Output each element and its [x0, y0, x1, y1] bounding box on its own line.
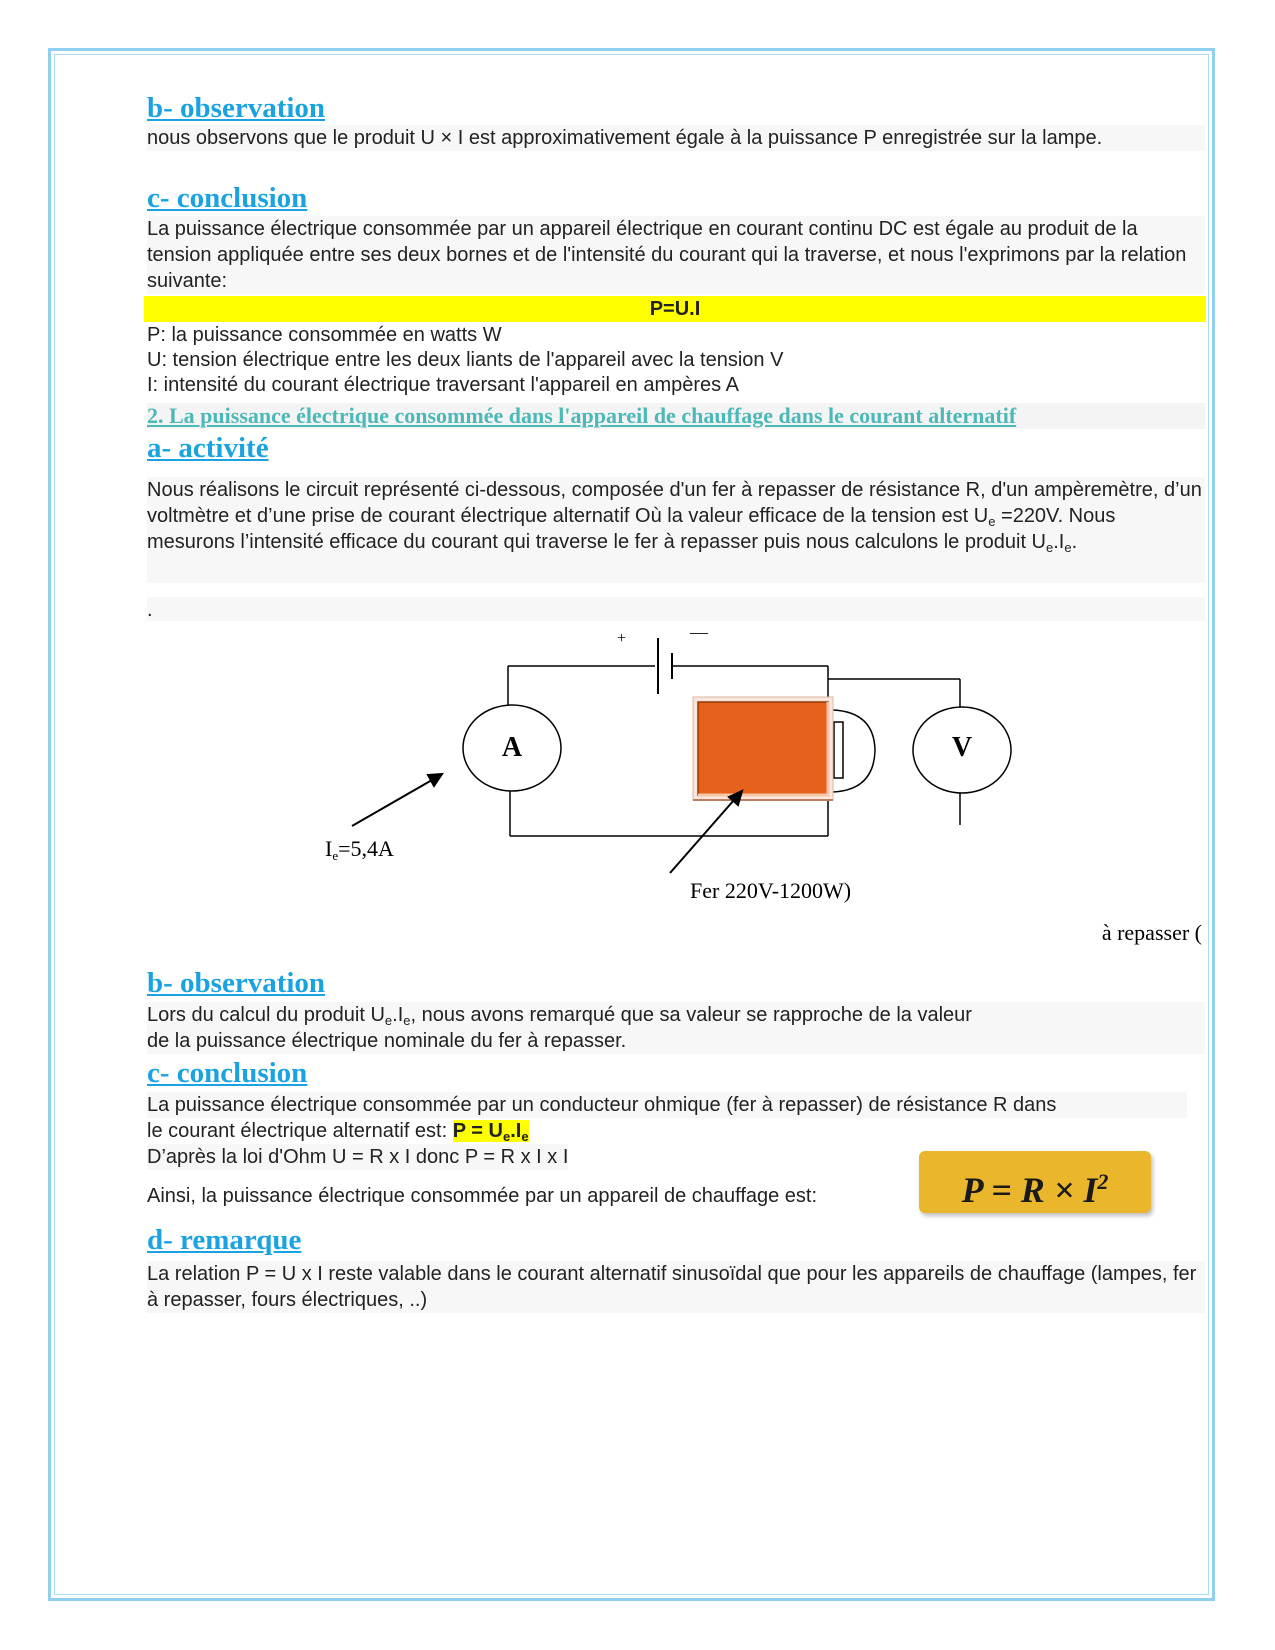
section-2-title: 2. La puissance électrique consommée dans l'appareil de chauffage dans le courant alternatif — [147, 403, 1205, 429]
heading-conclusion-2: c- conclusion — [147, 1057, 308, 1089]
iron-label-continued: à repasser ( — [1101, 920, 1202, 945]
formula-box-ri2: $P = R \times I^2$ — [919, 1151, 1151, 1213]
iron-resistor — [693, 697, 833, 800]
conclusion-1-text: La puissance électrique consommée par un appareil électrique en courant continu DC est égale au produit de la tension appliquée entre ses deux bornes et de l'intensité du courant qui la traverse, et nous l'exprimons par la relation suivante: — [147, 216, 1205, 294]
definition-u: U: tension électrique entre les deux liants de l'appareil avec la tension V — [147, 349, 784, 371]
activite-dot: . — [147, 597, 1205, 621]
conclusion-2-line-2: le courant électrique alternatif est: $P = U_e.I_e$ — [147, 1120, 529, 1144]
voltmeter-label: V — [951, 732, 973, 763]
iron-label: Fer 220V-1200W) — [690, 878, 852, 903]
heading-remarque: d- remarque — [147, 1224, 302, 1256]
observation-2-text: Lors du calcul du produit $U_e.I_e$, nous avons remarqué que sa valeur se rapproche de la valeur de la puissance électrique nominale du fer à repasser. — [147, 1002, 1205, 1054]
ammeter-label: A — [501, 732, 523, 763]
heading-observation-2: b- observation — [147, 967, 326, 999]
definition-p: P: la puissance consommée en watts W — [147, 324, 502, 346]
heading-activite: a- activité — [147, 432, 269, 464]
conclusion-2-line-4: Ainsi, la puissance électrique consommée par un appareil de chauffage est: — [147, 1185, 818, 1207]
conclusion-2-line-1: La puissance électrique consommée par un conducteur ohmique (fer à repasser) de résistance R dans — [147, 1092, 1187, 1118]
battery-plus: + — [617, 630, 627, 647]
ohm-law-line: D’après la loi d'Ohm U = R x I donc P = R x I x I — [147, 1146, 569, 1168]
highlighted-formula: $P = U_e.I_e$ — [452, 1120, 529, 1144]
remarque-text: La relation P = U x I reste valable dans le courant alternatif sinusoïdal que pour les appareils de chauffage (lampes, fer à repasser, fours électriques, ..) — [147, 1261, 1205, 1313]
formula-p-ui: P=U.I — [144, 296, 1206, 322]
activite-text: Nous réalisons le circuit représenté ci-dessous, composée d'un fer à repasser de résistance R, d'un ampèremètre, d’un voltmètre et d’une prise de courant électrique alternatif Où la valeur efficace de la tension est $U_e =220V$. Nous mesurons l’intensité efficace du courant qui traverse le fer à repasser puis nous calculons le produit $U_e.I_e$. — [147, 477, 1205, 583]
definition-i: I: intensité du courant électrique traversant l'appareil en ampères A — [147, 374, 739, 396]
battery-minus: — — [690, 622, 708, 642]
current-label: Ie=5,4A — [325, 836, 394, 863]
observation-1-text: nous observons que le produit U × I est approximativement égale à la puissance P enregistrée sur la lampe. — [147, 125, 1205, 151]
heading-conclusion-1: c- conclusion — [147, 182, 308, 214]
heading-observation-1: b- observation — [147, 92, 326, 124]
